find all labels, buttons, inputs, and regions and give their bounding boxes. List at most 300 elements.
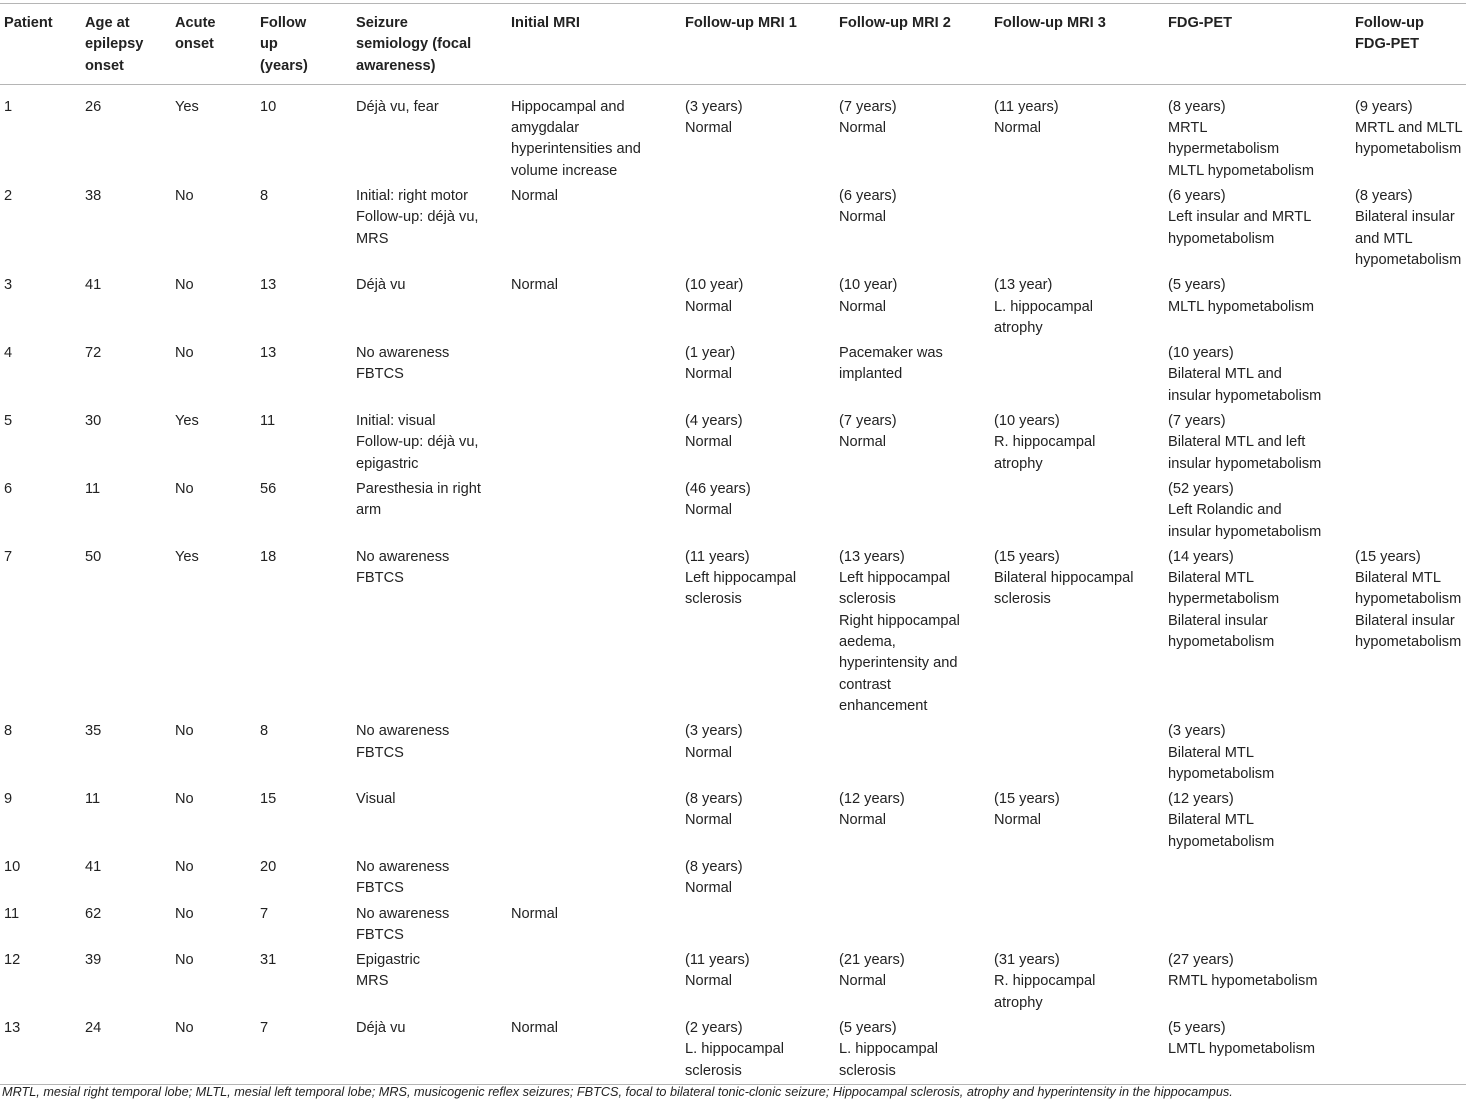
cell-line: (8 years): [1355, 188, 1413, 205]
cell-line: 11: [85, 791, 101, 808]
table-cell: [681, 477, 835, 545]
cell-line: Normal: [685, 880, 733, 897]
cell-line: (11 years): [685, 952, 750, 969]
table-cell: [507, 409, 681, 477]
cell-line: Epigastric: [356, 952, 421, 969]
cell-line: (11 years): [685, 548, 750, 565]
table-cell: [81, 84, 171, 184]
cell-line: Déjà vu, fear: [356, 98, 439, 115]
cell-line: 8: [260, 188, 269, 205]
cell-line: 13: [260, 345, 277, 362]
cell-line: (5 years): [839, 1020, 897, 1037]
table-cell: [990, 84, 1164, 184]
table-row: [0, 84, 1466, 184]
cell-line: No: [175, 952, 194, 969]
table-row: [0, 948, 1466, 1016]
table-cell: [1351, 545, 1466, 719]
table-cell: [990, 545, 1164, 719]
cell-line: 11: [85, 480, 101, 497]
cell-line: (10 years): [1168, 345, 1234, 362]
table-cell: [507, 948, 681, 1016]
cell-line: hypometabolism: [1168, 833, 1275, 850]
column-header-line: Initial MRI: [511, 15, 580, 31]
cell-line: L. hippocampal: [994, 298, 1093, 315]
cell-line: MRS: [356, 973, 389, 990]
cell-line: 9: [4, 791, 13, 808]
table-cell: [171, 409, 256, 477]
table-cell: [1351, 84, 1466, 184]
cell-line: Bilateral insular: [1168, 612, 1268, 629]
cell-line: (8 years): [1168, 98, 1226, 115]
table-cell: [0, 477, 81, 545]
table-cell: [835, 273, 990, 341]
cell-line: 10: [260, 98, 277, 115]
table-cell: [171, 184, 256, 273]
cell-line: Yes: [175, 413, 199, 430]
cell-line: MLTL hypometabolism: [1168, 162, 1314, 179]
cell-line: 30: [85, 413, 102, 430]
table-cell: [990, 273, 1164, 341]
cell-line: Normal: [839, 209, 887, 226]
cell-line: FBTCS: [356, 570, 404, 587]
table-cell: [171, 84, 256, 184]
cell-line: hypometabolism: [1168, 765, 1275, 782]
table-cell: [1164, 84, 1351, 184]
table-cell: [256, 719, 352, 787]
cell-line: 2: [4, 188, 13, 205]
table-cell: [256, 1016, 352, 1084]
table-cell: [352, 787, 507, 855]
cell-line: (9 years): [1355, 98, 1413, 115]
cell-line: hypometabolism: [1355, 634, 1462, 651]
table-cell: [507, 341, 681, 409]
patient-table: [0, 3, 1466, 1085]
table-cell: [81, 477, 171, 545]
table-cell: [0, 902, 81, 949]
cell-line: No: [175, 905, 194, 922]
table-cell: [1164, 273, 1351, 341]
cell-line: RMTL hypometabolism: [1168, 973, 1318, 990]
cell-line: (4 years): [685, 413, 743, 430]
column-header-line: semiology (focal: [356, 36, 472, 53]
cell-line: FBTCS: [356, 926, 404, 943]
cell-line: 5: [4, 413, 13, 430]
cell-line: insular hypometabolism: [1168, 523, 1322, 540]
cell-line: 12: [4, 952, 21, 969]
cell-line: 1: [4, 98, 13, 115]
cell-line: (13 year): [994, 277, 1053, 294]
table-cell: [256, 545, 352, 719]
cell-line: No: [175, 1020, 194, 1037]
cell-line: Bilateral hippocampal: [994, 570, 1134, 587]
table-cell: [1351, 1016, 1466, 1084]
table-cell: [352, 545, 507, 719]
cell-line: (10 year): [685, 277, 744, 294]
table-cell: [990, 409, 1164, 477]
table-cell: [1351, 341, 1466, 409]
cell-line: 11: [4, 905, 20, 922]
table-cell: [681, 855, 835, 902]
cell-line: Initial: right motor: [356, 188, 468, 205]
cell-line: 41: [85, 277, 102, 294]
table-cell: [507, 787, 681, 855]
cell-line: 13: [260, 277, 277, 294]
table-cell: [681, 184, 835, 273]
cell-line: No: [175, 480, 194, 497]
cell-line: No awareness: [356, 905, 450, 922]
table-cell: [1351, 184, 1466, 273]
cell-line: 50: [85, 548, 102, 565]
table-cell: [0, 409, 81, 477]
table-cell: [990, 787, 1164, 855]
cell-line: Normal: [839, 434, 887, 451]
table-cell: [835, 545, 990, 719]
table-cell: [507, 545, 681, 719]
cell-line: Bilateral MTL: [1168, 570, 1254, 587]
cell-line: FBTCS: [356, 880, 404, 897]
cell-line: Déjà vu: [356, 1020, 406, 1037]
table-cell: [171, 902, 256, 949]
table-cell: [171, 341, 256, 409]
table-cell: [681, 787, 835, 855]
table-cell: [507, 184, 681, 273]
cell-line: 6: [4, 480, 13, 497]
table-cell: [352, 409, 507, 477]
table-cell: [0, 273, 81, 341]
table-cell: [171, 855, 256, 902]
cell-line: Normal: [511, 277, 559, 294]
table-cell: [352, 902, 507, 949]
table-cell: [1351, 719, 1466, 787]
cell-line: 62: [85, 905, 102, 922]
column-header-line: Follow-up MRI 3: [994, 15, 1106, 31]
table-cell: [1164, 341, 1351, 409]
table-cell: [352, 273, 507, 341]
cell-line: (3 years): [685, 723, 743, 740]
table-cell: [681, 948, 835, 1016]
cell-line: No: [175, 188, 194, 205]
cell-line: Right hippocampal: [839, 612, 960, 629]
table-cell: [681, 341, 835, 409]
cell-line: Bilateral MTL and left: [1168, 434, 1306, 451]
table-cell: [352, 477, 507, 545]
cell-line: FBTCS: [356, 366, 404, 383]
table-row: [0, 719, 1466, 787]
cell-line: (8 years): [685, 791, 743, 808]
column-header-line: Patient: [4, 15, 53, 31]
table-cell: [1164, 545, 1351, 719]
table-cell: [1164, 409, 1351, 477]
table-cell: [835, 84, 990, 184]
table-cell: [81, 184, 171, 273]
table-cell: [0, 1016, 81, 1084]
column-header-line: up: [260, 36, 278, 53]
column-header: [990, 4, 1164, 85]
cell-line: Normal: [685, 366, 733, 383]
column-header: [0, 4, 81, 85]
cell-line: 7: [260, 1020, 269, 1037]
cell-line: R. hippocampal: [994, 973, 1096, 990]
cell-line: L. hippocampal: [685, 1041, 784, 1058]
table-cell: [0, 719, 81, 787]
column-header: [81, 4, 171, 85]
cell-line: Follow-up: déjà vu,: [356, 209, 479, 226]
cell-line: Yes: [175, 548, 199, 565]
cell-line: 31: [260, 952, 277, 969]
table-header: [0, 4, 1466, 85]
cell-line: (1 year): [685, 345, 736, 362]
table-cell: [0, 341, 81, 409]
cell-line: 35: [85, 723, 102, 740]
table-cell: [507, 719, 681, 787]
cell-line: (2 years): [685, 1020, 743, 1037]
cell-line: MRTL and MLTL: [1355, 120, 1463, 137]
column-header-line: onset: [85, 57, 124, 74]
cell-line: LMTL hypometabolism: [1168, 1041, 1316, 1058]
cell-line: Pacemaker was: [839, 345, 943, 362]
table-cell: [835, 948, 990, 1016]
table-cell: [1351, 477, 1466, 545]
table-row: [0, 787, 1466, 855]
table-cell: [1351, 902, 1466, 949]
table-cell: [81, 273, 171, 341]
table-body: [0, 84, 1466, 1084]
cell-line: Left Rolandic and: [1168, 502, 1282, 519]
cell-line: (5 years): [1168, 277, 1226, 294]
cell-line: Bilateral MTL: [1168, 744, 1254, 761]
cell-line: MRTL: [1168, 120, 1208, 137]
cell-line: hypometabolism: [1355, 141, 1462, 158]
table-cell: [171, 787, 256, 855]
cell-line: Initial: visual: [356, 413, 436, 430]
table-cell: [352, 855, 507, 902]
table-cell: [171, 273, 256, 341]
cell-line: Normal: [994, 812, 1042, 829]
table-cell: [1351, 273, 1466, 341]
cell-line: 7: [260, 905, 269, 922]
table-row: [0, 545, 1466, 719]
table-row: [0, 409, 1466, 477]
cell-line: Left hippocampal: [685, 570, 797, 587]
cell-line: (10 year): [839, 277, 898, 294]
table-cell: [81, 902, 171, 949]
table-cell: [681, 902, 835, 949]
cell-line: enhancement: [839, 697, 928, 714]
cell-line: No awareness: [356, 723, 450, 740]
cell-line: 39: [85, 952, 102, 969]
cell-line: 8: [260, 723, 269, 740]
cell-line: FBTCS: [356, 744, 404, 761]
column-header-line: awareness): [356, 57, 436, 74]
table-cell: [507, 855, 681, 902]
column-header-line: Follow-up MRI 1: [685, 15, 797, 31]
column-header: [171, 4, 256, 85]
table-cell: [81, 719, 171, 787]
table-cell: [81, 1016, 171, 1084]
table-cell: [507, 902, 681, 949]
table-cell: [352, 1016, 507, 1084]
cell-line: No awareness: [356, 345, 450, 362]
table-row: [0, 855, 1466, 902]
table-cell: [352, 719, 507, 787]
column-header: [256, 4, 352, 85]
table-cell: [990, 719, 1164, 787]
cell-line: Bilateral insular: [1355, 612, 1455, 629]
table-cell: [990, 477, 1164, 545]
column-header: [352, 4, 507, 85]
cell-line: contrast: [839, 676, 891, 693]
table-cell: [256, 341, 352, 409]
cell-line: No: [175, 277, 194, 294]
table-cell: [81, 545, 171, 719]
table-row: [0, 273, 1466, 341]
table-cell: [507, 1016, 681, 1084]
table-cell: [835, 855, 990, 902]
cell-line: 24: [85, 1020, 102, 1037]
cell-line: 7: [4, 548, 13, 565]
cell-line: No awareness: [356, 858, 450, 875]
table-cell: [681, 719, 835, 787]
cell-line: aedema,: [839, 634, 896, 651]
cell-line: insular hypometabolism: [1168, 455, 1322, 472]
cell-line: (11 years): [994, 98, 1059, 115]
table-cell: [835, 787, 990, 855]
cell-line: (6 years): [839, 188, 897, 205]
cell-line: 38: [85, 188, 102, 205]
cell-line: hypermetabolism: [1168, 591, 1280, 608]
cell-line: Normal: [685, 744, 733, 761]
cell-line: 3: [4, 277, 13, 294]
table-cell: [1164, 948, 1351, 1016]
cell-line: Normal: [511, 188, 559, 205]
column-header-line: FDG-PET: [1355, 36, 1420, 53]
cell-line: (21 years): [839, 952, 905, 969]
table-cell: [990, 184, 1164, 273]
table-cell: [681, 84, 835, 184]
table-cell: [1164, 184, 1351, 273]
table-cell: [171, 1016, 256, 1084]
cell-line: hypometabolism: [1168, 230, 1275, 247]
cell-line: Normal: [839, 973, 887, 990]
column-header: [1164, 4, 1351, 85]
table-cell: [352, 341, 507, 409]
table-cell: [681, 1016, 835, 1084]
cell-line: (15 years): [994, 548, 1060, 565]
cell-line: MRS: [356, 230, 389, 247]
cell-line: Normal: [994, 120, 1042, 137]
table-cell: [835, 477, 990, 545]
table-cell: [0, 948, 81, 1016]
cell-line: implanted: [839, 366, 903, 383]
cell-line: atrophy: [994, 994, 1043, 1011]
cell-line: hyperintensities and: [511, 141, 641, 158]
cell-line: epigastric: [356, 455, 419, 472]
table-row: [0, 902, 1466, 949]
column-header: [1351, 4, 1466, 85]
column-header-line: epilepsy: [85, 36, 144, 53]
header-row: [0, 4, 1466, 85]
cell-line: Hippocampal and: [511, 98, 625, 115]
cell-line: (10 years): [994, 413, 1060, 430]
table-cell: [81, 948, 171, 1016]
cell-line: amygdalar: [511, 120, 580, 137]
cell-line: 8: [4, 723, 13, 740]
cell-line: R. hippocampal: [994, 434, 1096, 451]
cell-line: (14 years): [1168, 548, 1234, 565]
column-header-line: Seizure: [356, 15, 408, 31]
cell-line: 13: [4, 1020, 21, 1037]
cell-line: Normal: [839, 812, 887, 829]
table-cell: [0, 545, 81, 719]
cell-line: (15 years): [1355, 548, 1421, 565]
column-header-line: onset: [175, 36, 214, 53]
table-cell: [1164, 477, 1351, 545]
table-cell: [1351, 948, 1466, 1016]
cell-line: (6 years): [1168, 188, 1226, 205]
table-cell: [1351, 855, 1466, 902]
cell-line: (3 years): [1168, 723, 1226, 740]
cell-line: 15: [260, 791, 277, 808]
table-cell: [835, 341, 990, 409]
cell-line: (27 years): [1168, 952, 1234, 969]
table-cell: [835, 1016, 990, 1084]
cell-line: L. hippocampal: [839, 1041, 938, 1058]
column-header-line: Age at: [85, 15, 130, 31]
table-cell: [681, 409, 835, 477]
cell-line: Normal: [685, 120, 733, 137]
cell-line: hypometabolism: [1168, 634, 1275, 651]
cell-line: No: [175, 723, 194, 740]
table-cell: [507, 84, 681, 184]
cell-line: No: [175, 858, 194, 875]
table-cell: [990, 1016, 1164, 1084]
table-row: [0, 184, 1466, 273]
table-row: [0, 1016, 1466, 1084]
table-cell: [81, 787, 171, 855]
table-cell: [171, 545, 256, 719]
table-cell: [352, 84, 507, 184]
table-cell: [835, 184, 990, 273]
cell-line: Normal: [839, 120, 887, 137]
cell-line: (15 years): [994, 791, 1060, 808]
table-cell: [0, 787, 81, 855]
cell-line: 10: [4, 858, 21, 875]
cell-line: No: [175, 791, 194, 808]
cell-line: MLTL hypometabolism: [1168, 298, 1314, 315]
cell-line: Follow-up: déjà vu,: [356, 434, 479, 451]
cell-line: sclerosis: [839, 1062, 896, 1079]
table-cell: [1351, 787, 1466, 855]
table-cell: [990, 341, 1164, 409]
table-cell: [352, 184, 507, 273]
cell-line: hyperintensity and: [839, 655, 958, 672]
table-cell: [1164, 1016, 1351, 1084]
cell-line: 11: [260, 413, 276, 430]
column-header-line: Follow-up MRI 2: [839, 15, 951, 31]
column-header: [507, 4, 681, 85]
column-header: [835, 4, 990, 85]
cell-line: (7 years): [1168, 413, 1226, 430]
cell-line: sclerosis: [685, 1062, 742, 1079]
table-cell: [256, 902, 352, 949]
cell-line: volume increase: [511, 162, 618, 179]
cell-line: Bilateral MTL: [1355, 570, 1441, 587]
cell-line: Normal: [685, 434, 733, 451]
column-header-line: Acute: [175, 15, 216, 31]
table-cell: [256, 84, 352, 184]
table-cell: [507, 273, 681, 341]
cell-line: Paresthesia in right: [356, 480, 481, 497]
